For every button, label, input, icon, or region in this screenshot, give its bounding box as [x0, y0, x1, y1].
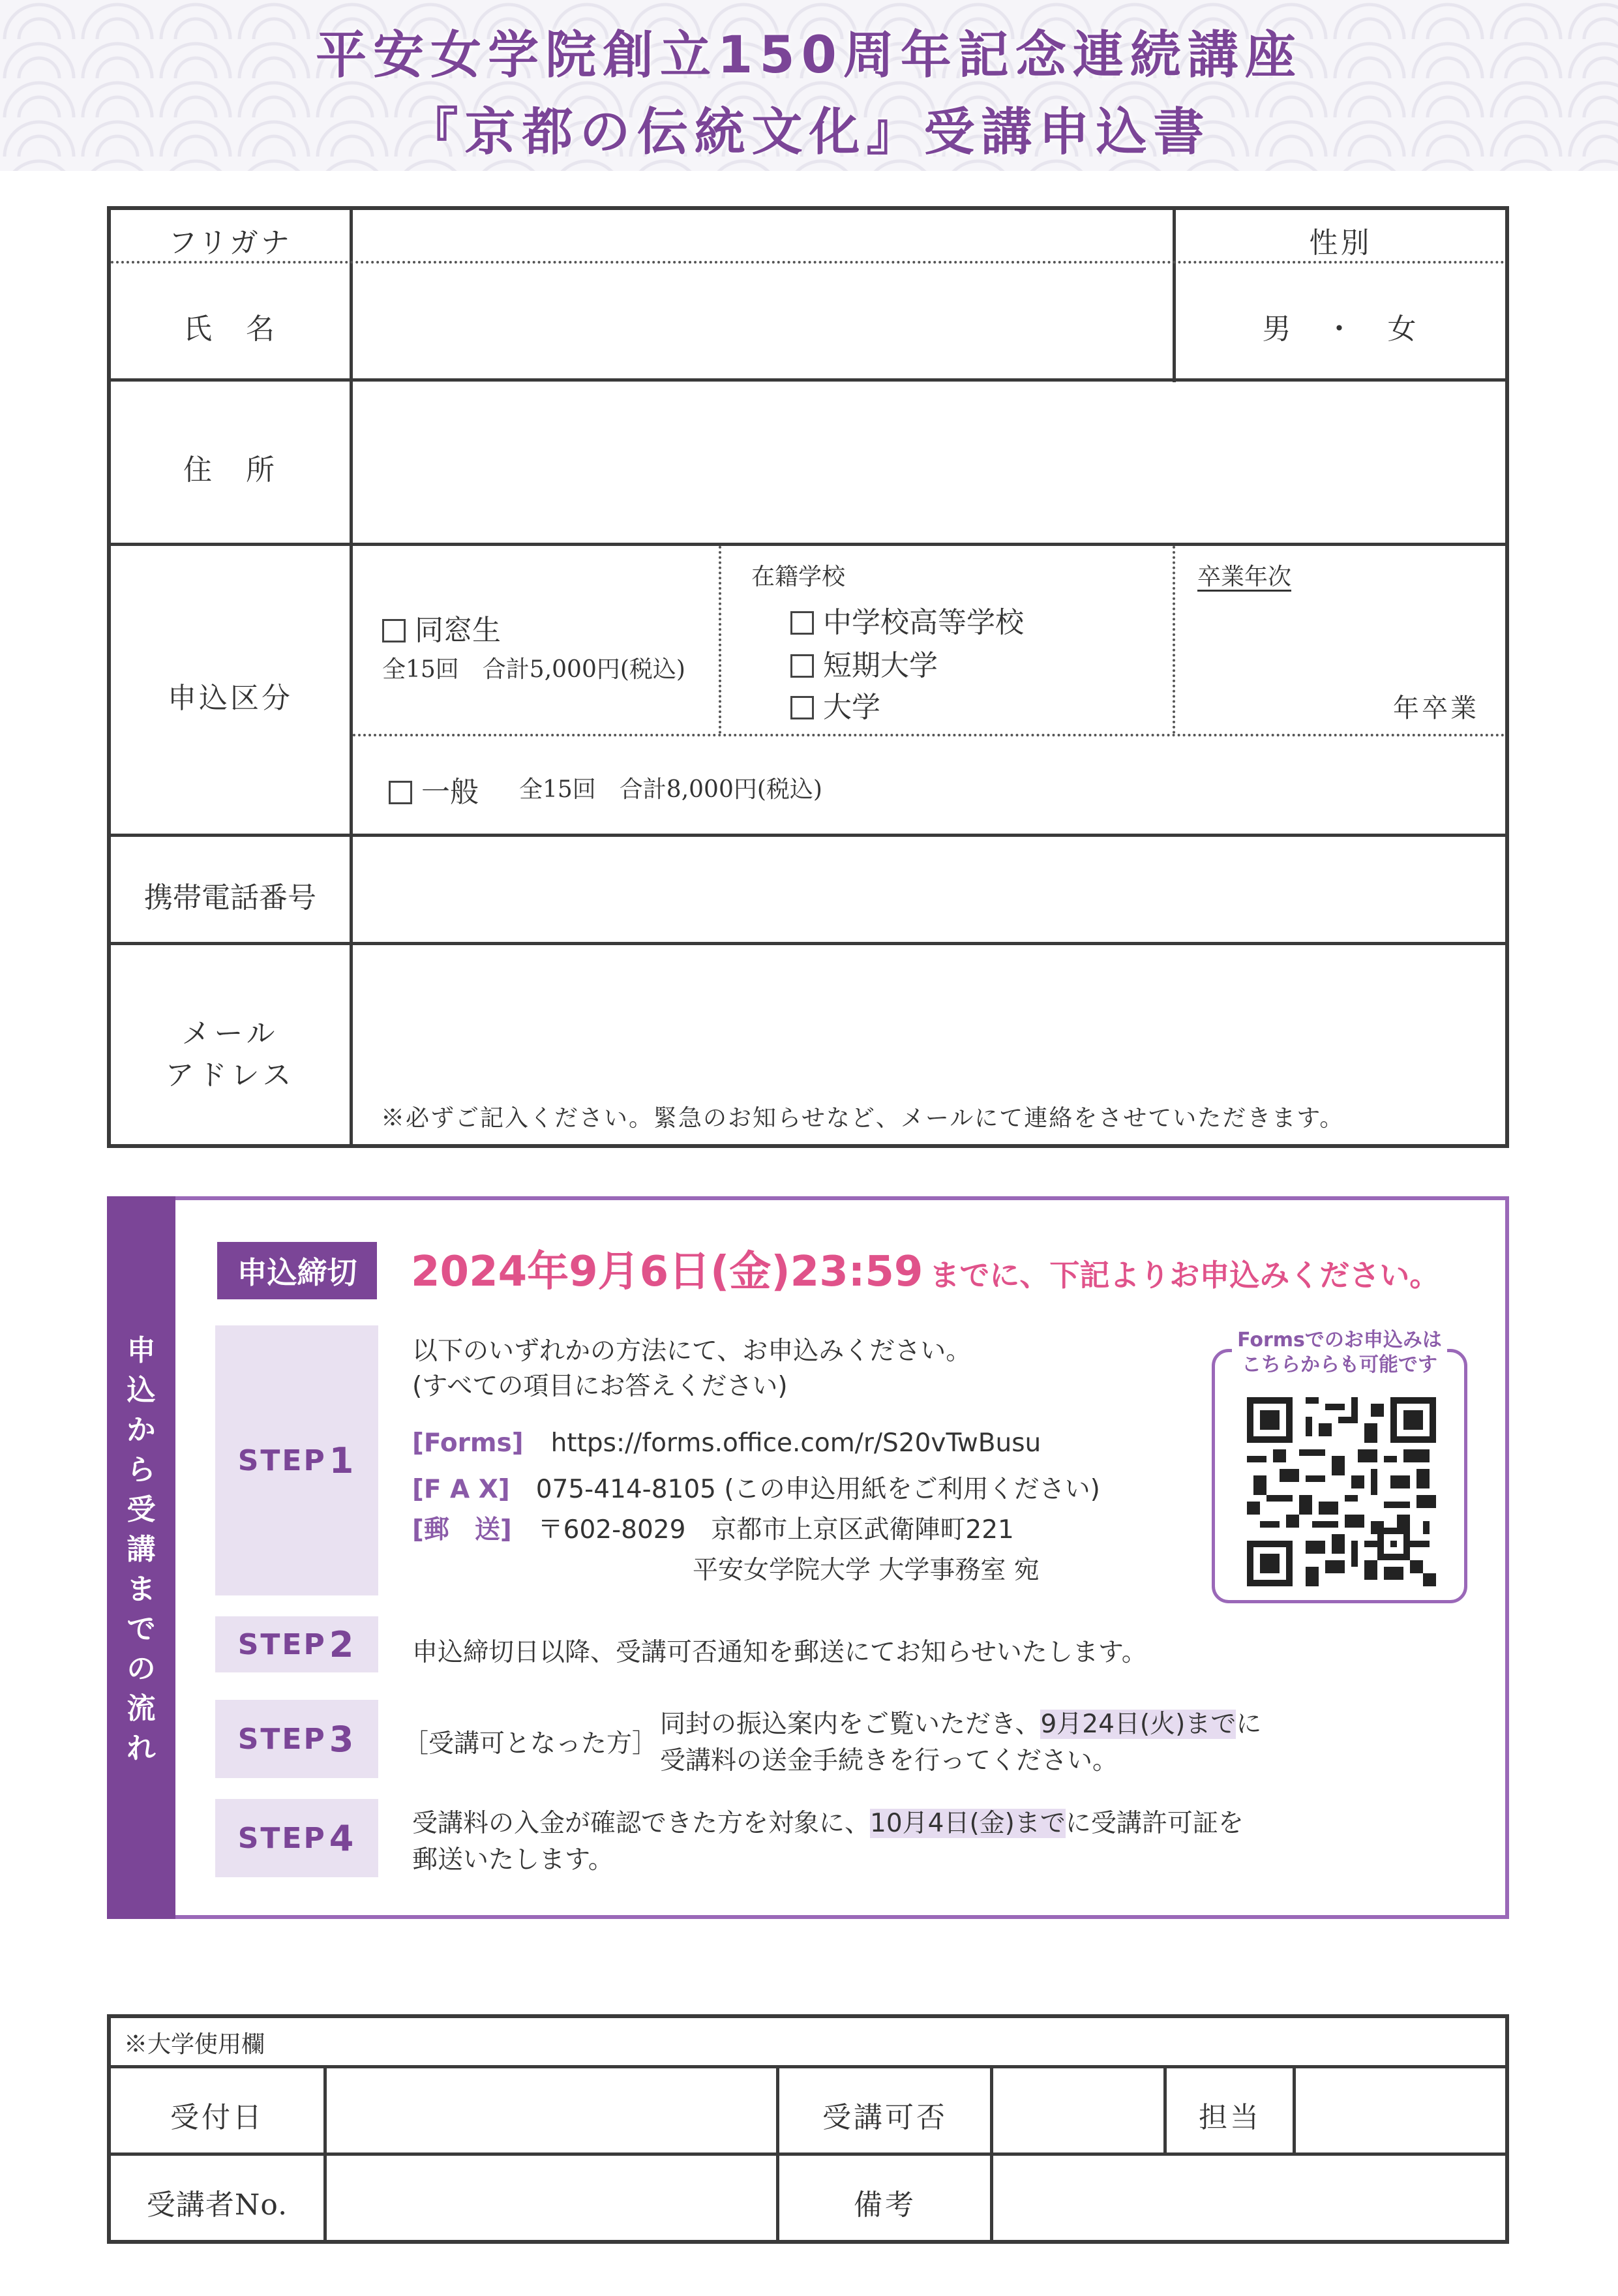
email-note: ※必ずご記入ください。緊急のお知らせなど、メールにて連絡をさせていただきます。 [381, 1105, 1345, 1132]
forms-key: [Forms] [412, 1428, 524, 1458]
phone-label: 携帯電話番号 [144, 881, 316, 914]
step1-badge: STEP 1 [215, 1325, 378, 1595]
general-label: 一般 [421, 776, 479, 809]
office-row-divider [111, 2152, 1505, 2156]
step1-line2: (すべての項目にお答えください) [412, 1372, 788, 1401]
gender-options[interactable]: 男 ・ 女 [1262, 312, 1419, 346]
furigana-field[interactable] [353, 210, 1171, 260]
row-divider [111, 543, 1505, 546]
row-divider [111, 942, 1505, 945]
deadline-rest: までに、下記よりお申込みください。 [929, 1258, 1440, 1293]
approval-label: 受講可否 [822, 2101, 948, 2134]
row-divider [111, 378, 1505, 382]
email-label-line1: メール [181, 1017, 279, 1050]
office-col-divider [1293, 2065, 1296, 2154]
category-label: 申込区分 [168, 682, 293, 715]
deadline-text [411, 1238, 1439, 1298]
alumni-label: 同窓生 [415, 614, 501, 647]
step4-badge: STEP 4 [215, 1799, 378, 1877]
step4-deadline: 10月4日(金)まで [870, 1809, 1066, 1838]
grad-year-suffix: 年卒業 [1393, 693, 1479, 723]
school-dotted-divider [719, 546, 721, 734]
step4-line1: 受講料の入金が確認できた方を対象に、10月4日(金)までに受講許可証を [412, 1809, 1244, 1838]
grad-year-title: 卒業年次 [1197, 564, 1292, 590]
remarks-label: 備考 [854, 2188, 916, 2222]
office-col-divider [1163, 2065, 1167, 2154]
deadline-date: 2024年9月6日(金)23:59 [411, 1248, 923, 1296]
fax-row [412, 1469, 1100, 1505]
page-title-line1: 平安女学院創立150周年記念連続講座 [316, 26, 1302, 85]
alumni-checkbox[interactable] [382, 619, 406, 642]
name-label: 氏 名 [183, 312, 277, 346]
alumni-option[interactable] [382, 607, 501, 648]
school-checkbox[interactable] [790, 696, 814, 719]
qr-caption: Formsでのお申込みは こちらからも可能です [1218, 1328, 1461, 1378]
address-field[interactable] [353, 382, 1505, 541]
mail-value2: 平安女学院大学 大学事務室 宛 [693, 1556, 1040, 1585]
mail-value: 〒602-8029 京都市上京区武衛陣町221 [537, 1515, 1014, 1545]
address-label: 住 所 [183, 453, 277, 487]
received-date-label: 受付日 [170, 2101, 264, 2134]
grad-year-field[interactable] [1187, 600, 1356, 652]
deadline-badge: 申込締切 [217, 1242, 377, 1299]
office-col-divider [990, 2065, 993, 2244]
qr-code-icon[interactable] [1247, 1397, 1436, 1586]
email-label-line2: アドレス [165, 1059, 295, 1092]
step3-lead: ［受講可となった方］ [403, 1729, 658, 1759]
step3-badge: STEP 3 [215, 1700, 378, 1778]
forms-row [412, 1428, 1041, 1458]
school-checkbox[interactable] [790, 654, 814, 678]
office-row-divider [111, 2065, 1505, 2068]
school-option-junior-college[interactable] [790, 642, 938, 684]
general-option[interactable] [389, 768, 479, 810]
phone-field[interactable] [353, 838, 1505, 941]
step3-line2: 受講料の送金手続きを行ってください。 [660, 1746, 1118, 1775]
school-option-junior-high[interactable] [790, 599, 1024, 641]
office-title: ※大学使用欄 [124, 2031, 265, 2058]
furigana-dotted-line [111, 261, 1505, 264]
fax-value: 075-414-8105 (この申込用紙をご利用ください) [535, 1475, 1100, 1504]
office-col-divider [776, 2065, 779, 2244]
fax-key: [F A X] [412, 1475, 510, 1504]
row-divider [111, 834, 1505, 837]
general-fee: 全15回 合計8,000円(税込) [519, 776, 822, 803]
grad-dotted-divider [1173, 546, 1175, 734]
student-no-label: 受講者No. [146, 2188, 288, 2222]
step2-badge: STEP 2 [215, 1616, 378, 1672]
name-field[interactable] [353, 264, 1171, 376]
step1-line1: 以下のいずれかの方法にて、お申込みください。 [412, 1337, 972, 1366]
mail-key: [郵 送] [412, 1515, 512, 1545]
page-title-line2: 『京都の伝統文化』受講申込書 [407, 103, 1211, 162]
forms-url[interactable]: https://forms.office.com/r/S20vTwBusu [550, 1428, 1041, 1458]
school-option-university[interactable] [790, 684, 880, 725]
flow-sidebar-text: 申 込 か ら 受 講 ま で の 流 れ [127, 1334, 156, 1765]
step4-line2: 郵送いたします。 [412, 1845, 614, 1875]
category-dotted-line [353, 734, 1505, 736]
school-title: 在籍学校 [751, 564, 846, 590]
step3-line1: 同封の振込案内をご覧いただき、9月24日(火)までに [660, 1710, 1262, 1739]
alumni-fee: 全15回 合計5,000円(税込) [382, 656, 685, 683]
school-name: 短期大学 [823, 649, 938, 682]
staff-label: 担当 [1199, 2101, 1261, 2134]
mail-row [412, 1509, 1014, 1546]
step3-deadline: 9月24日(火)まで [1040, 1710, 1236, 1739]
general-checkbox[interactable] [389, 781, 412, 804]
school-name: 中学校高等学校 [823, 606, 1024, 639]
school-checkbox[interactable] [790, 611, 814, 635]
office-col-divider [323, 2065, 327, 2244]
email-field[interactable] [353, 946, 1505, 1089]
gender-label: 性別 [1309, 226, 1372, 260]
step2-text: 申込締切日以降、受講可否通知を郵送にてお知らせいたします。 [412, 1638, 1147, 1667]
furigana-label: フリガナ [168, 226, 292, 260]
school-name: 大学 [823, 691, 880, 724]
